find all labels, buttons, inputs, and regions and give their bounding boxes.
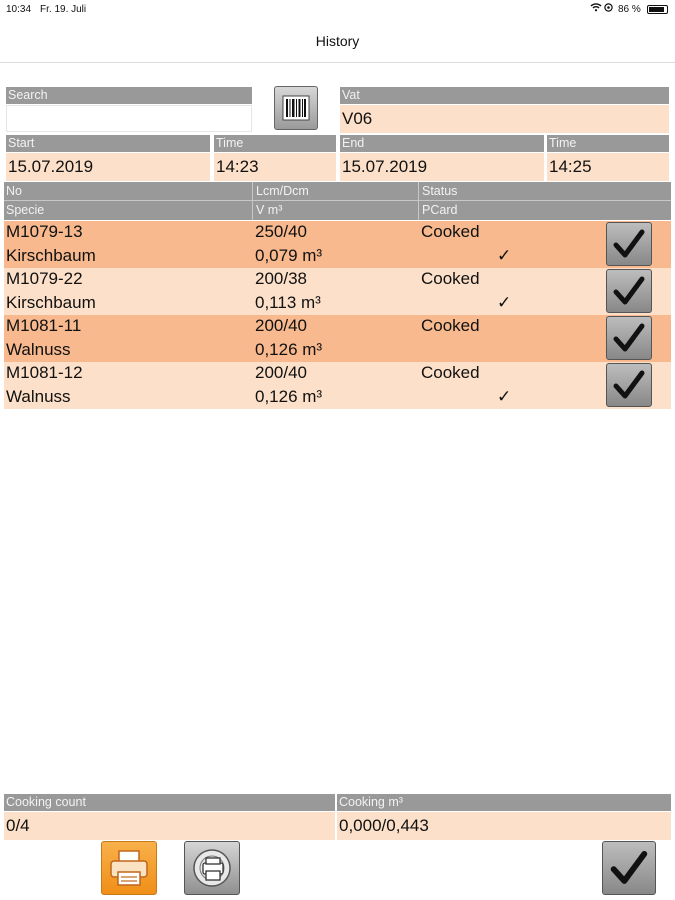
end-date-field[interactable]: 15.07.2019 xyxy=(340,153,544,181)
header-divider xyxy=(252,182,253,220)
printer-settings-icon xyxy=(191,847,233,889)
checkmark-icon xyxy=(612,321,646,355)
column-header-specie: Specie xyxy=(6,203,45,217)
nav-divider xyxy=(0,62,675,63)
checkmark-icon xyxy=(612,274,646,308)
row-lcm: 200/40 xyxy=(255,363,307,382)
cooking-count-value: 0/4 xyxy=(4,812,335,840)
row-specie: Kirschbaum xyxy=(6,246,96,265)
location-icon xyxy=(604,3,613,15)
header-divider xyxy=(418,182,419,220)
cooking-volume-value: 0,000/0,443 xyxy=(337,812,671,840)
barcode-icon xyxy=(282,94,310,122)
pcard-check-icon: ✓ xyxy=(497,246,512,265)
column-header-lcm: Lcm/Dcm xyxy=(256,184,309,198)
checkmark-icon xyxy=(612,227,646,261)
pcard-check-icon: ✓ xyxy=(497,293,512,312)
start-label: Start xyxy=(6,135,210,152)
wifi-icon xyxy=(590,2,602,15)
row-lcm: 200/38 xyxy=(255,269,307,288)
row-status: Cooked xyxy=(421,363,480,382)
search-input[interactable] xyxy=(6,105,252,132)
vat-value[interactable]: V06 xyxy=(340,105,669,133)
row-status: Cooked xyxy=(421,316,480,335)
column-header-status: Status xyxy=(422,184,458,198)
row-number: M1081-11 xyxy=(6,316,82,335)
printer-settings-button[interactable] xyxy=(184,841,240,895)
vat-label: Vat xyxy=(340,87,669,104)
row-number: M1081-12 xyxy=(6,363,83,382)
status-time: 10:34 xyxy=(6,4,32,15)
barcode-scan-button[interactable] xyxy=(274,86,318,130)
end-time-field[interactable]: 14:25 xyxy=(547,153,669,181)
row-specie: Walnuss xyxy=(6,340,71,359)
start-time-field[interactable]: 14:23 xyxy=(214,153,336,181)
header-divider xyxy=(4,200,671,201)
cooking-volume-label: Cooking m³ xyxy=(337,794,671,811)
row-confirm-button[interactable] xyxy=(606,316,652,360)
print-button[interactable] xyxy=(101,841,157,895)
row-number: M1079-13 xyxy=(6,222,83,241)
battery-icon xyxy=(647,5,668,14)
checkmark-icon xyxy=(609,848,649,888)
pcard-check-icon: ✓ xyxy=(497,387,512,406)
column-header-no: No xyxy=(6,184,22,198)
row-lcm: 250/40 xyxy=(255,222,307,241)
row-status: Cooked xyxy=(421,222,480,241)
start-time-label: Time xyxy=(214,135,336,152)
row-volume: 0,126 m³ xyxy=(255,340,323,359)
table-row[interactable] xyxy=(4,221,671,268)
row-confirm-button[interactable] xyxy=(606,363,652,407)
start-date-field[interactable]: 15.07.2019 xyxy=(6,153,210,181)
table-row[interactable] xyxy=(4,362,671,409)
end-time-label: Time xyxy=(547,135,669,152)
row-volume: 0,126 m³ xyxy=(255,387,323,406)
search-label: Search xyxy=(6,87,252,104)
page-title: History xyxy=(315,33,360,49)
printer-icon xyxy=(108,848,150,888)
battery-percent: 86 % xyxy=(618,4,641,15)
row-lcm: 200/40 xyxy=(255,316,307,335)
confirm-all-button[interactable] xyxy=(602,841,656,895)
row-specie: Kirschbaum xyxy=(6,293,96,312)
row-number: M1079-22 xyxy=(6,269,83,288)
row-specie: Walnuss xyxy=(6,387,71,406)
row-status: Cooked xyxy=(421,269,480,288)
row-confirm-button[interactable] xyxy=(606,222,652,266)
row-confirm-button[interactable] xyxy=(606,269,652,313)
end-label: End xyxy=(340,135,544,152)
checkmark-icon xyxy=(612,368,646,402)
status-date: Fr. 19. Juli xyxy=(40,4,87,15)
row-volume: 0,113 m³ xyxy=(255,293,321,312)
table-row[interactable] xyxy=(4,268,671,315)
cooking-count-label: Cooking count xyxy=(4,794,335,811)
column-header-pcard: PCard xyxy=(422,203,458,217)
row-volume: 0,079 m³ xyxy=(255,246,323,265)
column-header-volume: V m³ xyxy=(256,203,283,217)
table-row[interactable] xyxy=(4,315,671,362)
